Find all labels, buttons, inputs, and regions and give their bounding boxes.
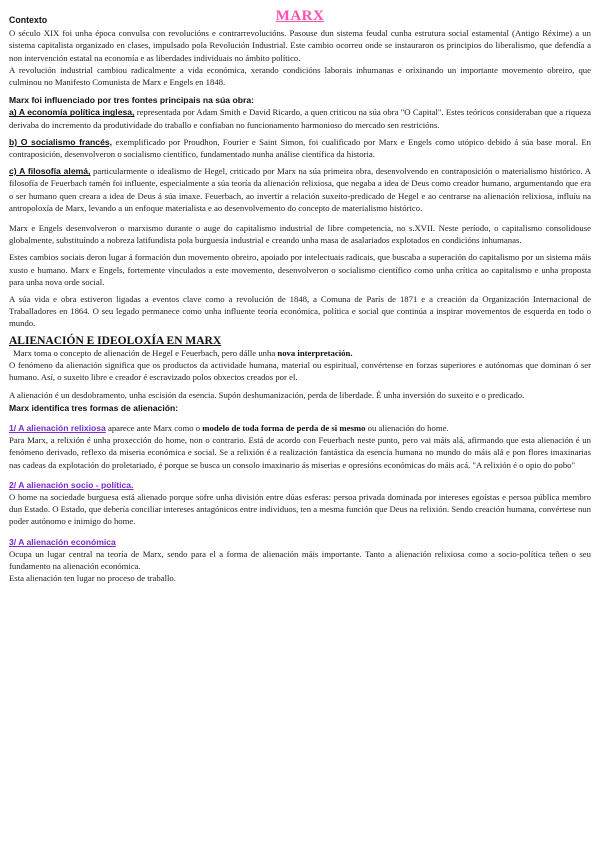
form-1-label: 1/ A alienación relixiosa: [9, 422, 106, 433]
alienation-intro-text: Marx toma o concepto de alienación de Hegel e Feuerbach, pero dálle unha: [13, 347, 278, 358]
influences-heading: Marx foi influenciado por tres fontes principais na súa obra:: [9, 95, 254, 106]
form-2-label-line: [9, 479, 591, 491]
context-paragraph-2: A revolución industrial cambiou radicalmente a vida económica, xerando condicións laborais inhumanas e orixinando un importante movemento obreiro, que culminou no Manifesto Comunista de Marx e Engels en 1848.: [9, 64, 591, 88]
document-body: [9, 14, 591, 584]
form-2-text: O home na sociedade burguesa está alienado porque sofre unha división entre dúas esferas: persoa privada dominada por intereses egoístas e persoa pública membro dun Estado. O Estado, que debería conciliar intereses antagónicos entre individuos, ten a mesma función que Deus na relixión. Sendo creación humana, convértese nun poder autónomo e inimigo do home.: [9, 491, 591, 527]
alienation-paragraph-2: A alienación é un desdobramento, unha escisión da esencia. Supón deshumanización, perda de liberdade. É unha inversión do suxeito e o predicado.: [9, 390, 525, 401]
influence-c: [9, 165, 591, 214]
form-1-mid-2: ou alienación do home.: [365, 422, 449, 433]
form-3-label: 3/ A alienación económica: [9, 536, 116, 547]
influence-b-text: exemplificado por Proudhon, Fourier e Saint Simon, foi cualificado por Marx e Engels como utópico debido á súa base moral. En contraposición, desenvolveron o socialismo científico, fundamentado nunha análise científica da historia.: [9, 136, 592, 160]
form-1-text: Para Marx, a relixión é unha proxección do home, non o contrario. Está de acordo con Feuerbach neste punto, pero vai máis alá, afirmando que esta alienación é un fenómeno derivado, reflexo da miseria económica e social. Se a relixión é a realización fantástica da esencia humana no mundo do máis alá e pon flores imaxinarias nas cadeas da explotación do proletariado, é porque se busca un consolo imaxinario ás miserias e opresións económicas do máis acá. "A relixión é o opio do pobo": [9, 435, 591, 470]
influence-a-text: representada por Adam Smith e David Ricardo, a quen criticou na súa obra "O Capital". Estes teóricos consideraban que a riqueza derivaba do incremento da produtividade do traballo e confiaban no funcionamento harmonioso do mercado sen restricións.: [9, 107, 591, 130]
influence-c-text: particularmente o idealismo de Hegel, criticado por Marx na súa primeira obra, desenvolvendo en contraposición o materialismo histórico. A filosofía de Feuerbach tamén foi influente, especialmente a súa teoría da alienación relixiosa, que negaba a idea de Deus como creador humano, argumentando que era o ser humano quen creara a idea de Deus á súa imaxe. Feuerbach, ao invertir a relación suxeito-predicado de Hegel e ao centrarse na alienación relixiosa, influíu na antropoloxía de Marx, levando a un enfoque materialista e ao desenvolvemento do concepto de materialismo histórico.: [9, 166, 591, 213]
form-1-bold: modelo de toda forma de perda de si mesmo: [202, 422, 366, 433]
form-3-last: Esta alienación ten lugar no proceso de traballo.: [9, 573, 176, 584]
page-title: MARX: [275, 8, 325, 24]
influence-c-label: c) A filosofía alemá,: [9, 166, 91, 177]
forms-heading: Marx identifica tres formas de alienación:: [9, 402, 179, 413]
context-heading: Contexto: [9, 15, 48, 25]
influence-b: [9, 136, 591, 160]
body-paragraph-2: Estes cambios sociais deron lugar á formación dun movemento obreiro, apoiado por intelectuais radicais, que buscaba a superación do capitalismo por un sistema máis xusto e humano. Marx e Engels, fortemente vinculados a este movemento, desenvolveron o socialismo científico como unha crítica ao capitalismo e unha proposta para unha nova orde social.: [9, 252, 591, 287]
influence-a-label: a) A economía política inglesa,: [9, 107, 135, 118]
form-1-mid-1: aparece ante Marx como o: [105, 422, 203, 433]
context-paragraph-1: O século XIX foi unha época convulsa con revolucións e contrarrevolucións. Pasouse dun sistema feudal cunha estrutura social estamental (Antigo Réxime) a un sistema capitalista organizado en clases, impulsado pola Revolución Industrial. Este cambio ocorreu onde se instauraron os principios do liberalismo, que defendía a non intervención estatal na economía e as liberdades individuais no ámbito político.: [9, 28, 591, 63]
form-1-intro: [9, 422, 591, 434]
alienation-intro: [9, 347, 591, 359]
form-3-label-line: [9, 536, 591, 548]
influence-a: [9, 106, 591, 130]
alienation-intro-bold: nova interpretación.: [277, 347, 353, 358]
body-paragraph-3: A súa vida e obra estiveron ligadas a eventos clave como a revolución de 1848, a Comuna de París de 1871 e a creación da Organización Internacional de Traballadores en 1864. O seu legado permanece como unha influente teoría económica, política e social que continúa a inspirar movementos de esquerda en todo o mundo.: [9, 294, 591, 329]
alienation-paragraph-1: O fenómeno da alienación significa que os productos da actividade humana, material ou espiritual, convértense en forzas superiores e autónomas que dominan ó ser humano. Así, o suxeito libre e creador é escravizado polos obxectos creados por el.: [9, 360, 591, 383]
body-paragraph-1: Marx e Engels desenvolveron o marxismo durante o auge do capitalismo industrial de libre competencia, no s.XVII. Neste período, o capitalismo consolidouse globalmente, substituíndo a nobreza latifundista pola burguesía industrial e creando unha masa de asalariados explotados en condicións inhumanas.: [9, 223, 591, 246]
influence-b-label: b) O socialismo francés,: [9, 136, 113, 147]
form-2-label: 2/ A alienación socio - política.: [9, 479, 134, 490]
form-3-text: Ocupa un lugar central na teoría de Marx, sendo para el a forma de alienación máis importante. Tanto a alienación relixiosa como a socio-política teñen o seu fundamento na alienación económica.: [9, 548, 591, 571]
alienation-heading: ALIENACIÓN E IDEOLOXÍA EN MARX: [9, 334, 222, 347]
